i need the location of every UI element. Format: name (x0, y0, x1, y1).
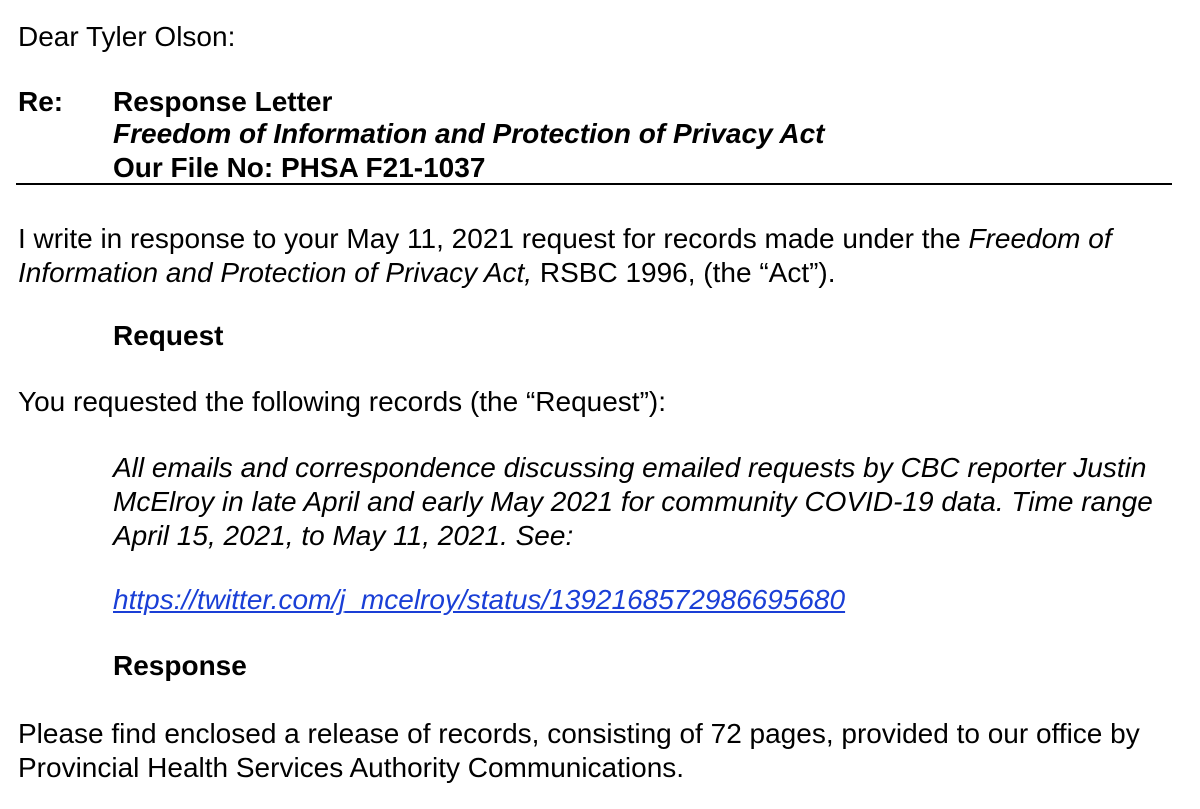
salutation: Dear Tyler Olson: (18, 21, 236, 52)
request-heading: Request (113, 320, 224, 351)
re-subject: Response Letter (113, 86, 333, 117)
re-act-title: Freedom of Information and Protection of Privacy Act (113, 118, 825, 149)
intro-text-before: I write in response to your May 11, 2021 request for records made under the (18, 223, 969, 254)
intro-paragraph (18, 222, 1178, 290)
request-quote: All emails and correspondence discussing emailed requests by CBC reporter Justin McElroy in late April and early May 2021 for community COVID-19 data. Time range April 15, 2021, to May 11, 2021. See: (113, 452, 1153, 551)
request-intro: You requested the following records (the “Request”): (18, 386, 666, 417)
header-divider (16, 183, 1172, 185)
request-link[interactable]: https://twitter.com/j_mcelroy/status/1392168572986695680 (113, 584, 846, 615)
re-file-number: Our File No: PHSA F21-1037 (113, 152, 486, 183)
response-paragraph: Please find enclosed a release of records, consisting of 72 pages, provided to our office by Provincial Health Services Authority Communications. (18, 718, 1140, 783)
response-heading: Response (113, 650, 247, 681)
intro-act-italic: Freedom of Information and Protection of Privacy Act, (18, 223, 1112, 288)
intro-text-after: RSBC 1996, (the “Act”). (532, 257, 836, 288)
re-label: Re: (18, 86, 64, 117)
